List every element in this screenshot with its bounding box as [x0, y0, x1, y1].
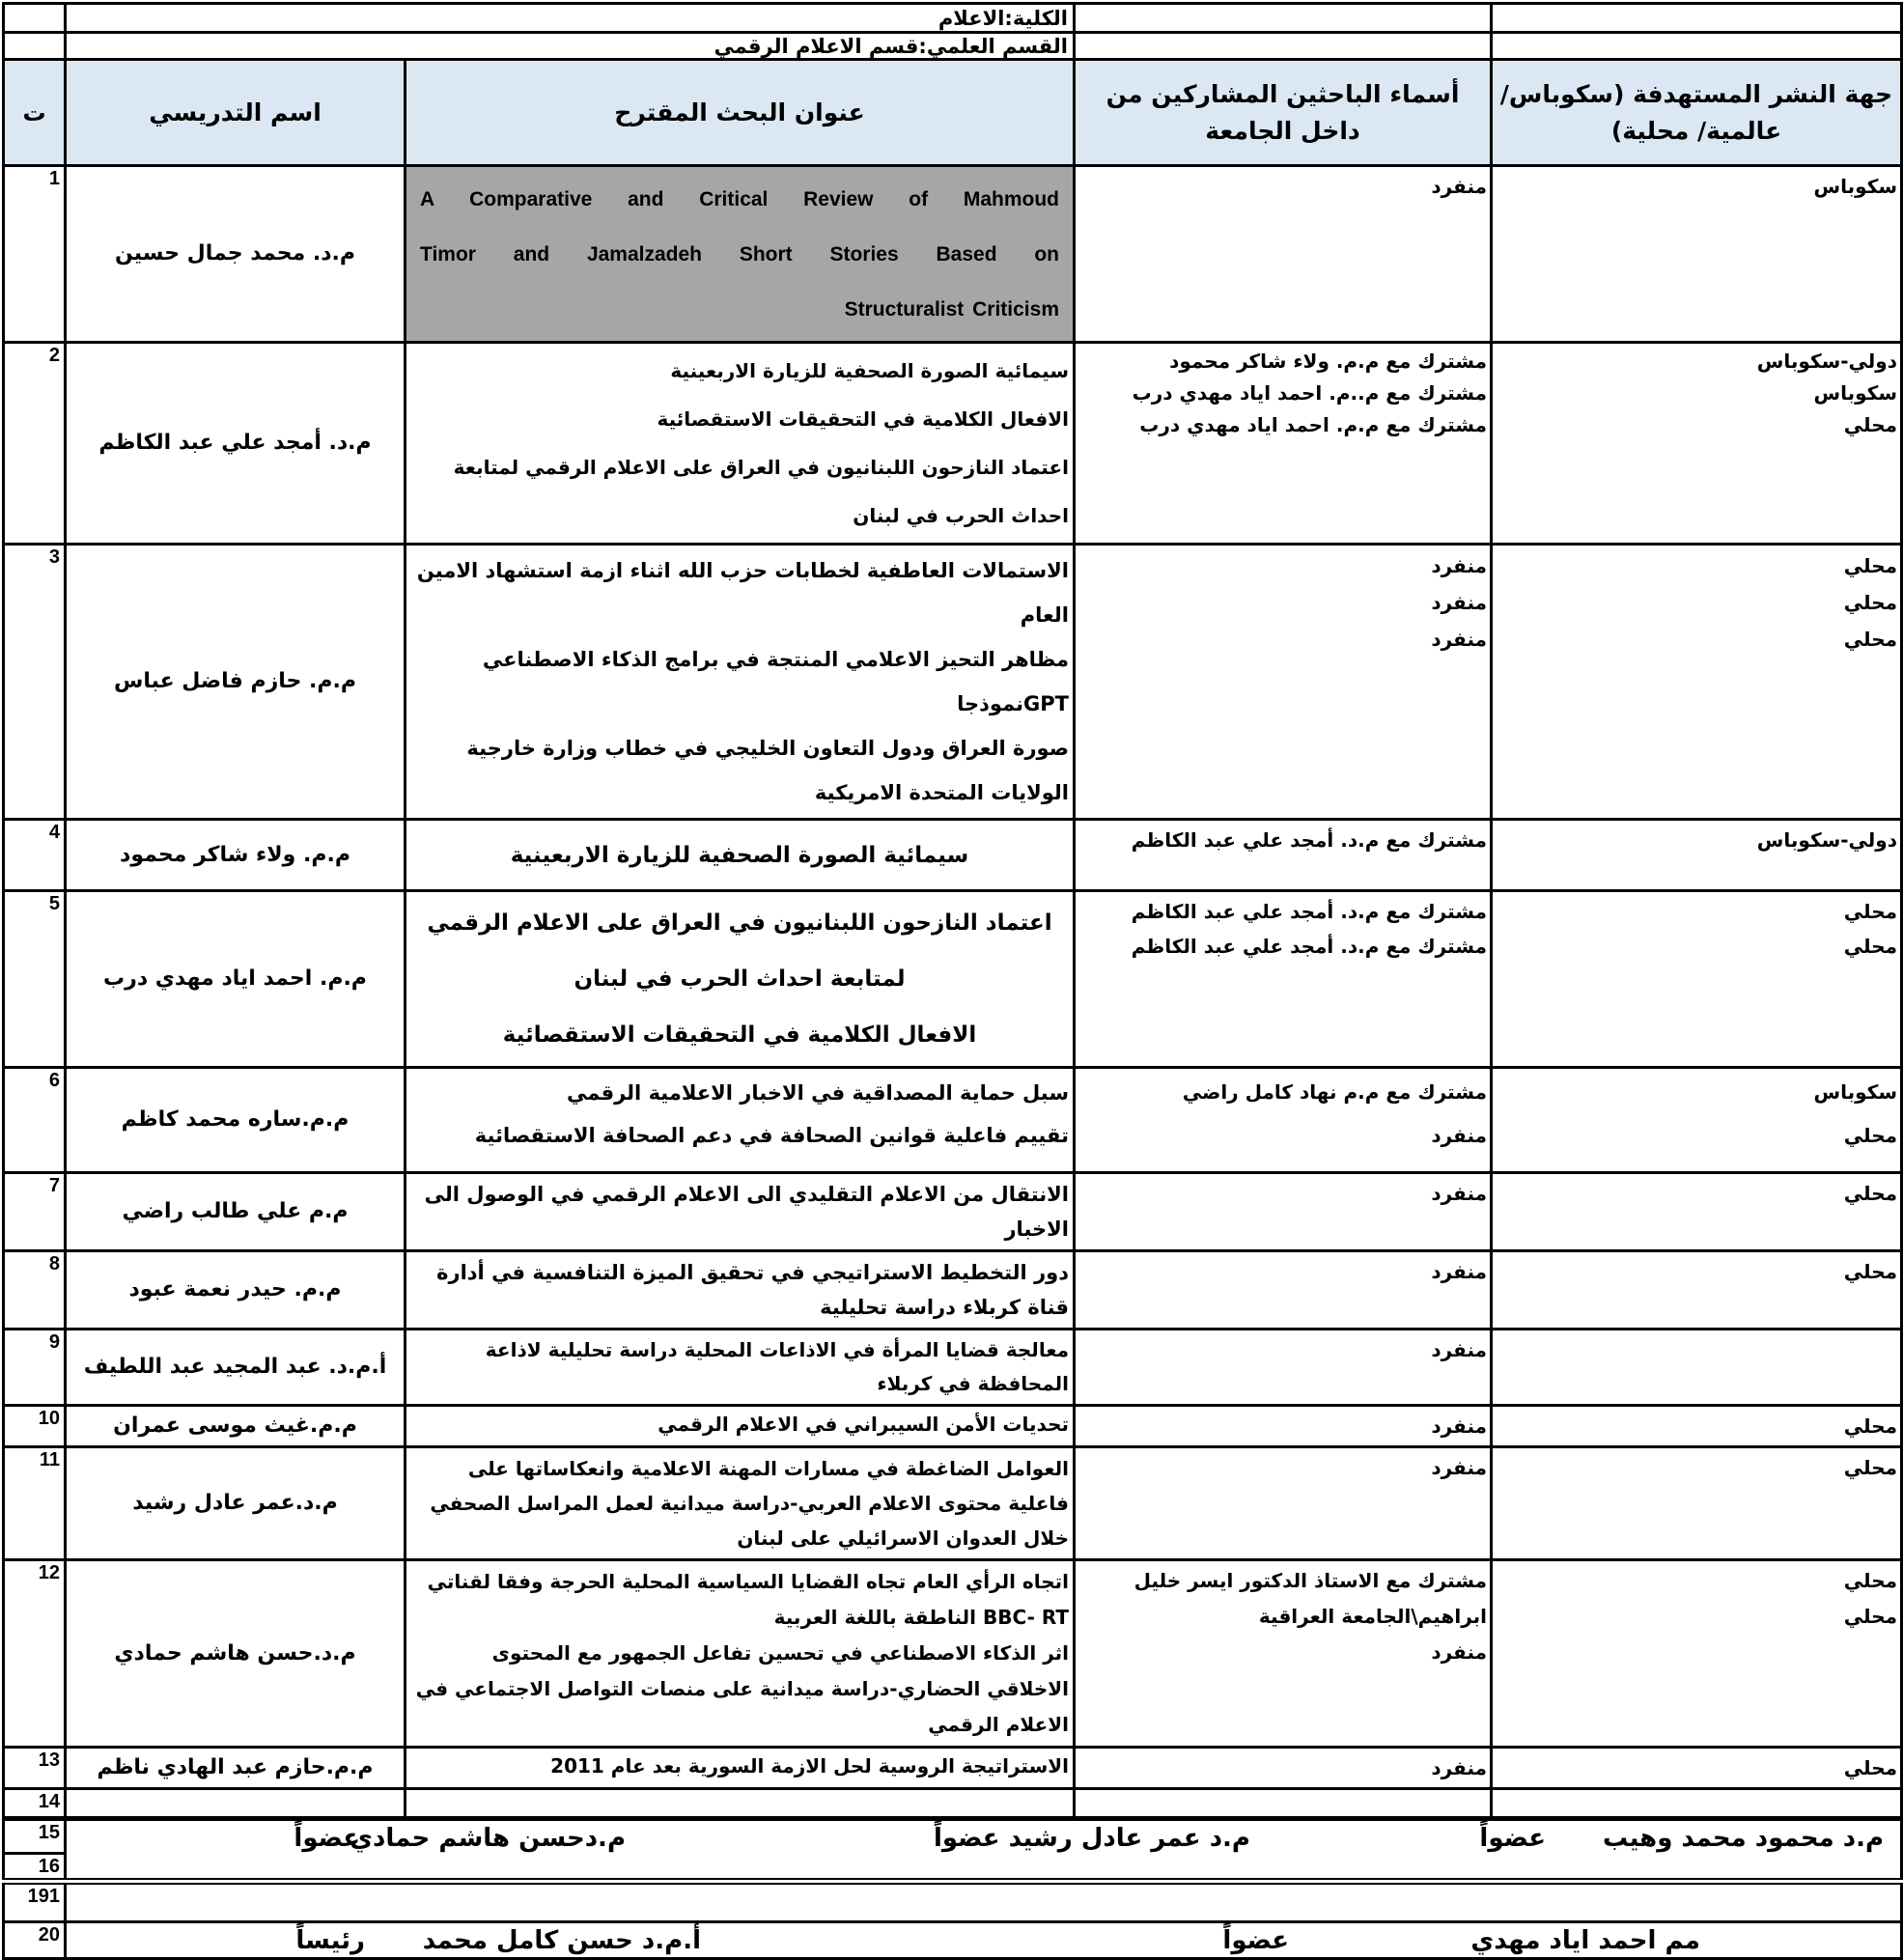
- research-title-line: معالجة قضايا المرأة في الاذاعات المحلية دراسة تحليلية لاذاعة المحافظة في كربلاء: [485, 1338, 1069, 1395]
- participating-researchers: [1075, 891, 1492, 1068]
- committee-chair-role: رئيساً: [295, 1926, 365, 1955]
- row-number: 13: [4, 1748, 66, 1789]
- row-number: 11: [4, 1447, 66, 1560]
- research-title-line: العوامل الضاغطة في مسارات المهنة الاعلامية وانعكاساتها على فاعلية محتوى الاعلام العربي-دراسة ميدانية لعمل المراسل الصحفي خلال العدوان الاسرائيلي على لبنان: [430, 1457, 1069, 1550]
- research-row: [4, 1447, 1902, 1560]
- publication-venue: [1492, 891, 1902, 1068]
- row-number: 14: [4, 1789, 66, 1819]
- researcher-line: منفرد: [1431, 1756, 1487, 1779]
- venue-line: سكوباس: [1813, 1080, 1897, 1104]
- teacher-name: م.د.عمر عادل رشيد: [66, 1447, 406, 1560]
- venue-line: محلي: [1843, 413, 1897, 436]
- committee-chair-name: أ.م.د حسن كامل محمد: [422, 1926, 701, 1955]
- committee-signatures-line-1: [66, 1819, 1902, 1882]
- researcher-line: منفرد: [1431, 175, 1487, 198]
- participating-researchers: [1075, 1251, 1492, 1330]
- participating-researchers: [1075, 1173, 1492, 1251]
- research-plan-table: [2, 2, 1903, 1960]
- research-row: [4, 1330, 1902, 1406]
- research-row: [4, 1748, 1902, 1789]
- teacher-name: م.م.حازم عبد الهادي ناظم: [66, 1748, 406, 1789]
- venue-line: محلي: [1843, 1605, 1897, 1628]
- publication-venue: [1492, 1173, 1902, 1251]
- research-title-line: الاستمالات العاطفية لخطابات حزب الله اثناء ازمة استشهاد الامين العام: [416, 559, 1069, 627]
- participating-researchers: [1075, 1560, 1492, 1748]
- research-title-line: Structuralist Criticism: [844, 297, 1059, 321]
- research-titles: [406, 1251, 1075, 1330]
- researcher-line: مشترك مع م.د. أمجد علي عبد الكاظم: [1131, 935, 1487, 958]
- participating-researchers: [1075, 166, 1492, 343]
- researcher-line: منفرد: [1431, 1640, 1487, 1664]
- research-row: [4, 820, 1902, 891]
- empty-cell: [1492, 33, 1902, 60]
- researcher-line: منفرد: [1431, 1124, 1487, 1147]
- footer-section: [4, 1819, 1902, 1959]
- research-title-line: سيمائية الصورة الصحفية للزيارة الاربعينية: [670, 359, 1069, 382]
- participating-researchers: [1075, 1789, 1492, 1819]
- research-title-line: الافعال الكلامية في التحقيقات الاستقصائية: [502, 1022, 977, 1048]
- research-titles: [406, 1789, 1075, 1819]
- venue-line: سكوباس: [1813, 381, 1897, 405]
- researcher-line: منفرد: [1431, 1182, 1487, 1205]
- research-row: [4, 1789, 1902, 1819]
- publication-venue: [1492, 1251, 1902, 1330]
- teacher-name: م.د. محمد جمال حسين: [66, 166, 406, 343]
- researcher-line: منفرد: [1431, 1414, 1487, 1438]
- committee-member-name-role: م.د عمر عادل رشيد عضواً: [933, 1824, 1250, 1853]
- research-rows: [4, 166, 1902, 1819]
- signature-row-1: [4, 1819, 1902, 1854]
- committee-member-name: م.دحسن هاشم حمادي: [350, 1824, 626, 1853]
- row-number: 20: [4, 1922, 66, 1959]
- venue-line: محلي: [1843, 1456, 1897, 1479]
- publication-venue: [1492, 1560, 1902, 1748]
- row-number: 3: [4, 545, 66, 820]
- teacher-name: م.م. احمد اياد مهدي درب: [66, 891, 406, 1068]
- venue-line: محلي: [1843, 1182, 1897, 1205]
- publication-venue: [1492, 166, 1902, 343]
- row-number: 4: [4, 820, 66, 891]
- teacher-name: م.د.حسن هاشم حمادي: [66, 1560, 406, 1748]
- research-title-line: سيمائية الصورة الصحفية للزيارة الاربعينية: [510, 842, 969, 868]
- teacher-name: [66, 1789, 406, 1819]
- venue-line: محلي: [1843, 1414, 1897, 1438]
- researcher-line: مشترك مع م.م. احمد اياد مهدي درب: [1139, 413, 1487, 436]
- research-title-line: الافعال الكلامية في التحقيقات الاستقصائية: [657, 407, 1069, 431]
- publication-venue: [1492, 1447, 1902, 1560]
- participating-researchers: [1075, 1330, 1492, 1406]
- venue-line: سكوباس: [1813, 175, 1897, 198]
- publication-venue: [1492, 545, 1902, 820]
- research-title-line: الانتقال من الاعلام التقليدي الى الاعلام الرقمي في الوصول الى الاخبار: [424, 1183, 1069, 1241]
- research-title-line: اتجاه الرأي العام تجاه القضايا السياسية المحلية الحرجة وفقا لقناتي BBC- RT الناطقة باللغة العربية: [427, 1570, 1069, 1629]
- row-number: 15: [4, 1819, 66, 1854]
- meta-and-header-section: [4, 4, 1902, 166]
- teacher-name: م.م علي طالب راضي: [66, 1173, 406, 1251]
- participating-researchers: [1075, 545, 1492, 820]
- research-titles: [406, 1447, 1075, 1560]
- research-row: [4, 166, 1902, 343]
- teacher-name: م.م.غيث موسى عمران: [66, 1406, 406, 1447]
- research-titles: [406, 1330, 1075, 1406]
- research-title-line: مظاهر التحيز الاعلامي المنتجة في برامج الذكاء الاصطناعي GPTنموذجا: [482, 648, 1069, 715]
- research-titles: [406, 166, 1075, 343]
- column-header-serial: ت: [4, 60, 66, 166]
- committee-member-name: م.د محمود محمد وهيب: [1603, 1824, 1884, 1853]
- research-titles: [406, 1406, 1075, 1447]
- signature-row-2: [4, 1922, 1902, 1959]
- research-title-line: تحديات الأمن السيبراني في الاعلام الرقمي: [658, 1413, 1069, 1436]
- teacher-name: م.م. حيدر نعمة عبود: [66, 1251, 406, 1330]
- publication-venue: [1492, 1068, 1902, 1173]
- empty-cell: [1492, 4, 1902, 33]
- researcher-line: منفرد: [1431, 1260, 1487, 1283]
- publication-venue: [1492, 1330, 1902, 1406]
- empty-cell: [66, 1882, 1902, 1922]
- research-row: [4, 545, 1902, 820]
- research-plan-document: [0, 2, 1902, 1955]
- research-row: [4, 1406, 1902, 1447]
- researcher-line: مشترك مع م.د. أمجد علي عبد الكاظم: [1131, 828, 1487, 852]
- research-title-line: صورة العراق ودول التعاون الخليجي في خطاب وزارة خارجية الولايات المتحدة الامريكية: [466, 737, 1069, 804]
- venue-line: محلي: [1843, 1756, 1897, 1779]
- committee-member-role: عضواً: [1222, 1926, 1289, 1955]
- row-number: 10: [4, 1406, 66, 1447]
- participating-researchers: [1075, 1447, 1492, 1560]
- venue-line: محلي: [1843, 900, 1897, 923]
- researcher-line: منفرد: [1431, 1456, 1487, 1479]
- research-title-line: اثر الذكاء الاصطناعي في تحسين تفاعل الجمهور مع المحتوى الاخلاقي الحضاري-دراسة ميدانية على منصات التواصل الاجتماعي في الاعلام الرقمي: [415, 1641, 1069, 1736]
- row-number: 6: [4, 1068, 66, 1173]
- college-label: الكلية:الاعلام: [66, 4, 1075, 33]
- participating-researchers: [1075, 343, 1492, 545]
- empty-cell: [1075, 33, 1492, 60]
- publication-venue: [1492, 1748, 1902, 1789]
- publication-venue: [1492, 1406, 1902, 1447]
- research-row: [4, 1251, 1902, 1330]
- teacher-name: أ.م.د. عبد المجيد عبد اللطيف: [66, 1330, 406, 1406]
- participating-researchers: [1075, 820, 1492, 891]
- row-number: 8: [4, 1251, 66, 1330]
- column-header-title: عنوان البحث المقترح: [406, 60, 1075, 166]
- row-number: 2: [4, 343, 66, 545]
- research-title-line: Timor and Jamalzadeh Short Stories Based on: [420, 242, 1059, 266]
- researcher-line: مشترك مع م.د. أمجد علي عبد الكاظم: [1131, 900, 1487, 923]
- spacer-row: [4, 1882, 1902, 1922]
- research-titles: [406, 820, 1075, 891]
- row-number: 7: [4, 1173, 66, 1251]
- committee-signatures-line-2: [66, 1922, 1902, 1959]
- research-title-line: سبل حماية المصداقية في الاخبار الاعلامية الرقمي: [567, 1081, 1069, 1105]
- participating-researchers: [1075, 1068, 1492, 1173]
- research-row: [4, 343, 1902, 545]
- venue-line: محلي: [1843, 628, 1897, 651]
- row-number: 191: [4, 1882, 66, 1922]
- research-row: [4, 1068, 1902, 1173]
- empty-cell: [4, 33, 66, 60]
- research-title-line: تقييم فاعلية قوانين الصحافة في دعم الصحافة الاستقصائية: [474, 1124, 1069, 1147]
- committee-member-role: عضواً: [1479, 1824, 1546, 1853]
- publication-venue: [1492, 343, 1902, 545]
- department-row: [4, 33, 1902, 60]
- teacher-name: م.م. حازم فاضل عباس: [66, 545, 406, 820]
- teacher-name: م.د. أمجد علي عبد الكاظم: [66, 343, 406, 545]
- row-number: 9: [4, 1330, 66, 1406]
- venue-line: محلي: [1843, 554, 1897, 577]
- research-row: [4, 1173, 1902, 1251]
- teacher-name: م.م.ساره محمد كاظم: [66, 1068, 406, 1173]
- research-titles: [406, 1560, 1075, 1748]
- researcher-line: منفرد: [1431, 554, 1487, 577]
- teacher-name: م.م. ولاء شاكر محمود: [66, 820, 406, 891]
- researcher-line: مشترك مع الاستاذ الدكتور ايسر خليل: [1133, 1569, 1487, 1592]
- publication-venue: [1492, 820, 1902, 891]
- researcher-line: منفرد: [1431, 1338, 1487, 1361]
- researcher-line: منفرد: [1431, 591, 1487, 614]
- research-titles: [406, 1068, 1075, 1173]
- table-header-row: [4, 60, 1902, 166]
- researcher-line: منفرد: [1431, 628, 1487, 651]
- venue-line: محلي: [1843, 1260, 1897, 1283]
- column-header-venue: جهة النشر المستهدفة (سكوباس/ عالمية/ محلية): [1492, 60, 1902, 166]
- committee-member-name: مم احمد اياد مهدي: [1470, 1926, 1700, 1955]
- college-row: [4, 4, 1902, 33]
- committee-member-role: عضواً: [294, 1824, 360, 1853]
- researcher-line: مشترك مع م.م نهاد كامل راضي: [1182, 1080, 1487, 1104]
- research-title-line: دور التخطيط الاستراتيجي في تحقيق الميزة التنافسية في أدارة قناة كربلاء دراسة تحليلية: [436, 1261, 1069, 1319]
- venue-line: دولي-سكوباس: [1756, 828, 1897, 852]
- row-number: 1: [4, 166, 66, 343]
- column-header-researchers: أسماء الباحثين المشاركين من داخل الجامعة: [1075, 60, 1492, 166]
- research-title-line: الاستراتيجة الروسية لحل الازمة السورية بعد عام 2011: [550, 1754, 1069, 1778]
- participating-researchers: [1075, 1406, 1492, 1447]
- researcher-line: مشترك مع م..م. احمد اياد مهدي درب: [1132, 381, 1487, 405]
- venue-line: دولي-سكوباس: [1756, 350, 1897, 373]
- empty-cell: [4, 4, 66, 33]
- research-titles: [406, 545, 1075, 820]
- venue-line: محلي: [1843, 591, 1897, 614]
- research-titles: [406, 1173, 1075, 1251]
- venue-line: محلي: [1843, 1124, 1897, 1147]
- research-titles: [406, 343, 1075, 545]
- row-number: 12: [4, 1560, 66, 1748]
- participating-researchers: [1075, 1748, 1492, 1789]
- researcher-line: ابراهيم\الجامعة العراقية: [1258, 1605, 1487, 1628]
- row-number: 5: [4, 891, 66, 1068]
- row-number: 16: [4, 1854, 66, 1882]
- research-title-line: اعتماد النازحون اللبنانيون في العراق على الاعلام الرقمي لمتابعة احداث الحرب في لبنان: [427, 910, 1052, 992]
- empty-cell: [1075, 4, 1492, 33]
- venue-line: محلي: [1843, 935, 1897, 958]
- research-title-line: A Comparative and Critical Review of Mahmoud: [420, 187, 1059, 210]
- department-label: القسم العلمي:قسم الاعلام الرقمي: [66, 33, 1075, 60]
- venue-line: محلي: [1843, 1569, 1897, 1592]
- publication-venue: [1492, 1789, 1902, 1819]
- research-row: [4, 891, 1902, 1068]
- research-title-line: اعتماد النازحون اللبنانيون في العراق على الاعلام الرقمي لمتابعة احداث الحرب في لبنان: [453, 456, 1069, 527]
- column-header-teacher: اسم التدريسي: [66, 60, 406, 166]
- research-titles: [406, 891, 1075, 1068]
- research-row: [4, 1560, 1902, 1748]
- research-titles: [406, 1748, 1075, 1789]
- researcher-line: مشترك مع م.م. ولاء شاكر محمود: [1169, 350, 1487, 373]
